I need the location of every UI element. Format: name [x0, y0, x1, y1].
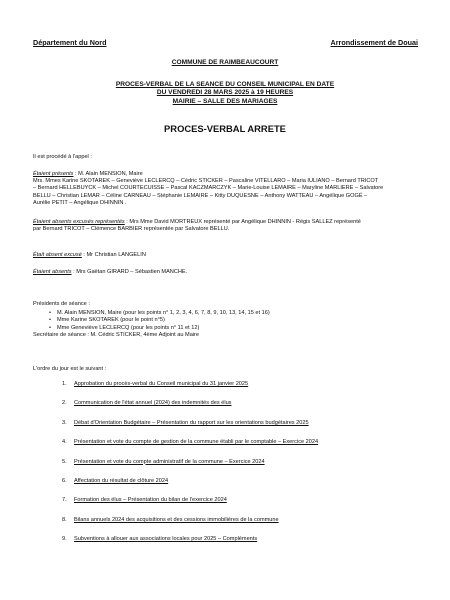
- excused-text: : Mr Christian LANGELIN: [81, 252, 146, 258]
- arrondissement-header: Arrondissement de Douai: [330, 38, 418, 47]
- agenda-intro: L'ordre du jour est le suivant :: [33, 366, 107, 372]
- excused-member: [33, 252, 423, 259]
- agenda-number: 6.: [62, 477, 67, 484]
- agenda-number: 5.: [62, 458, 67, 465]
- agenda-label: Débat d'Orientation Budgétaire – Présentation du rapport sur les orientations budgétaires 2025: [74, 419, 309, 426]
- absent-text: : Mrs Gaëtan GIRARD – Sébastien MANCHE.: [71, 269, 188, 275]
- agenda-label: Approbation du procès-verbal du Conseil municipal du 31 janvier 2025: [74, 381, 249, 387]
- agenda-item: [62, 517, 432, 536]
- agenda-list: [62, 381, 432, 556]
- present-line: Mrs. Mmes Karine SKOTAREK – Geneviève LECLERCQ – Cédric STICKER – Pascaline VITELLARO – Maria IULIANO – Bernard TRICOT: [33, 178, 379, 185]
- absent-members: [33, 269, 423, 276]
- agenda-number: 1.: [62, 381, 67, 387]
- present-members: [33, 171, 423, 207]
- session-date-line: DU VENDREDI 28 MARS 2025 à 19 HEURES: [156, 89, 294, 97]
- excused-represented-text: par Bernard TRICOT – Clémence BARBIER représentée par Salvatore BELLU.: [33, 226, 230, 233]
- president-item: • Mme Geneviève LECLERCQ (pour les points n° 11 et 12): [49, 325, 423, 332]
- session-title-line: PROCES-VERBAL DE LA SEANCE DU CONSEIL MUNICIPAL EN DATE: [115, 81, 335, 88]
- absent-label: Étaient absents: [33, 269, 72, 275]
- excused-label: Était absent excusé: [33, 252, 82, 258]
- agenda-label: Présentation et vote du compte administratif de la commune – Exercice 2024: [74, 458, 265, 465]
- present-line: Aurélie PETIT – Angélique DHINNIN .: [33, 199, 127, 206]
- agenda-number: 8.: [62, 516, 67, 523]
- agenda-label: Subventions à allouer aux associations locales pour 2025 – Compléments: [74, 536, 258, 543]
- presidents-heading: Présidents de séance :: [33, 301, 90, 307]
- agenda-number: 9.: [62, 536, 67, 543]
- agenda-item: [62, 439, 432, 458]
- pv-title: PROCES-VERBAL ARRETE: [164, 123, 286, 134]
- agenda-number: 2.: [62, 400, 67, 407]
- roll-call-intro: Il est procédé à l'appel :: [33, 154, 92, 160]
- present-line: – Bernard HELLEBUYCK – Michel COURTECUISSE – Pascal KACZMARCZYK – Marie-Louise LEMAIRE – Maryline MARLIERE – Salvatore: [33, 185, 384, 192]
- present-mayor: : M. Alain MENSION, Maire: [73, 171, 143, 177]
- president-item: • M. Alain MENSION, Maire (pour les points n° 1, 2, 3, 4, 6, 7, 8, 9, 10, 13, 14, 15 et 16): [49, 310, 423, 317]
- excused-represented-text: : Mrs Mme David MORTREUX représenté par Angélique DHINNIN - Régis SALLEZ représenté: [124, 219, 361, 225]
- agenda-item: [62, 536, 432, 555]
- agenda-item: [62, 420, 432, 439]
- present-label: Étaient présents: [33, 171, 74, 177]
- agenda-label: Affectation du résultat de clôture 2024: [74, 477, 169, 484]
- agenda-item: [62, 459, 432, 478]
- excused-represented-label: Étaient absents excusés représentés: [33, 219, 125, 225]
- agenda-label: Formation des élus – Présentation du bilan de l'exercice 2024: [74, 497, 227, 504]
- agenda-item: [62, 381, 432, 400]
- session-place-line: MAIRIE – SALLE DES MARIAGES: [172, 97, 278, 105]
- department-header: Département du Nord: [33, 38, 107, 47]
- agenda-item: [62, 497, 432, 516]
- agenda-label: Bilans annuels 2024 des acquisitions et des cessions immobilières de la commune: [74, 516, 279, 523]
- present-line: BELLU – Christian LEMAR – Céline CARNEAU – Stéphanie LEMAIRE – Kitty DUQUESNE – Anthony WATTEAU – Angélique GOGÉ –: [33, 192, 368, 199]
- agenda-number: 4.: [62, 439, 67, 446]
- excused-represented: [33, 219, 423, 233]
- agenda-number: 7.: [62, 497, 67, 504]
- session-title: [0, 81, 450, 106]
- session-presidents: [33, 301, 423, 339]
- presidents-list: [49, 310, 423, 332]
- agenda-item: [62, 400, 432, 419]
- secretary-line: Secrétaire de séance : M. Cédric STICKER, 4ème Adjoint au Maire: [33, 331, 200, 338]
- commune-title: COMMUNE DE RAIMBEAUCOURT: [171, 59, 279, 66]
- agenda-label: Communication de l'état annuel (2024) des indemnités des élus: [74, 400, 232, 407]
- agenda-number: 3.: [62, 419, 67, 426]
- agenda-item: [62, 478, 432, 497]
- president-item: • Mme Karine SKOTAREK (pour le point n°5): [49, 317, 423, 324]
- agenda-label: Présentation et vote du compte de gestion de la commune établi par le comptable – Exercice 2024: [74, 439, 319, 446]
